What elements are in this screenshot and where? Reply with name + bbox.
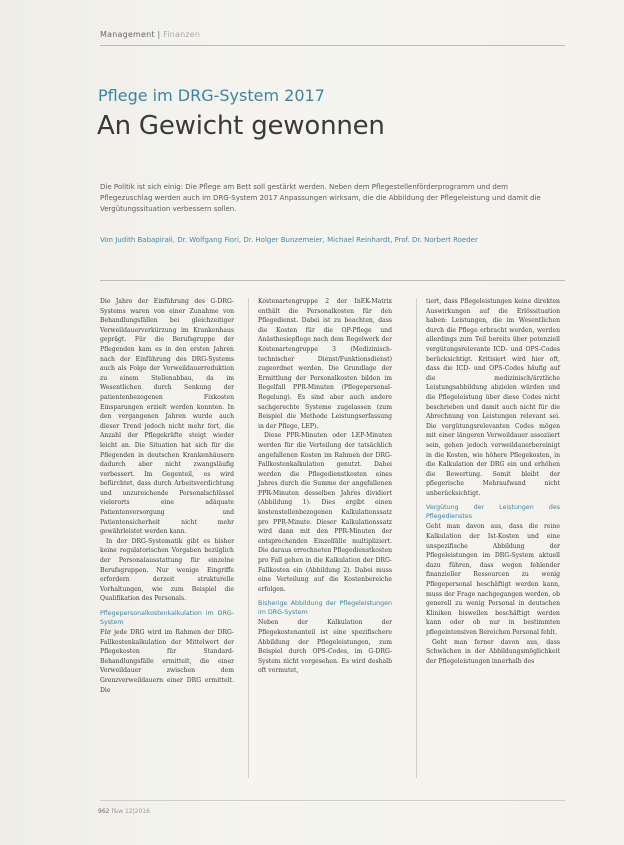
journal-name: f&w 12|2016 — [111, 808, 150, 815]
paragraph: Geht man davon aus, dass die reine Kalkulation der Ist-Kosten und eine unspezifische Abbildung der Pflegeleistungen im DRG-System aktuell dazu führen, dass wegen fehlender finanzieller Ressourcen zu wenig Pflegepersonal beschäftigt werden kann, muss der Frage nachgegangen werden, ob generell zu wenig Personal in deutschen Kliniken bisweilen beschäftigt werden kann oder ob nur in bestimmten pflegeintensiven Bereichen Personal fehlt. — [426, 523, 560, 636]
paragraph: tiert, dass Pflegeleistungen keine direkten Auswirkungen auf die Erlössituation haben: Leistungen, die im Wesentlichen durch die Pflege erbracht werden, werden allerdings zum Teil bereits über potenziell vergütungsrelevante ICD- und OPS-Codes berücksichtigt. Kritisiert wird hier oft, dass die ICD- und OPS-Codes häufig auf die medizinisch/ärztliche Leistungsabbildung abzielen würden und die Pflegeleistung über diese Codes nicht beschrieben und damit auch nicht für die Abrechnung von Leistungen relevant sei. Die vergütungsrelevanten Codes mögen mit einer längeren Verweildauer assoziiert sein, gehen jedoch verweildauerbereinigt in die Kosten, wie höhere Pflegekosten, in die Kalkulation der DRG ein und erhöhen die Bewertung. Somit bleibt der pflegerische Mehraufwand nicht unberücksichtigt. — [426, 298, 560, 497]
column-divider-2 — [416, 298, 417, 778]
body-top-rule — [100, 280, 565, 281]
subheading: Pflegepersonalkostenkalkulation im DRG-System — [100, 610, 234, 626]
paragraph: In der DRG-Systematik gibt es bisher keine regulatorischen Vorgaben bezüglich der Personalausstattung für einzelne Berufsgruppen. Nur wenige Eingriffe erfordern derzeit strukturelle Vorhaltungen, wie zum Beispiel die Qualifikation des Personals. — [100, 537, 234, 603]
page-footer — [98, 808, 150, 815]
section-header: Management | Finanzen — [100, 30, 201, 39]
footer-rule — [100, 800, 565, 801]
subheading: Vergütung der Leistungen des Pflegedienstes — [426, 504, 560, 521]
subheading: Bisherige Abbildung der Pflegeleistungen im DRG-System — [258, 600, 392, 617]
article-authors: Von Judith Babapirali, Dr. Wolfgang Fiori, Dr. Holger Bunzemeier, Michael Reinhardt, Prof. Dr. Norbert Roeder — [100, 236, 478, 244]
article-kicker: Pflege im DRG-System 2017 — [98, 86, 325, 105]
body-column-1 — [100, 297, 234, 695]
column-divider-1 — [248, 298, 249, 778]
article-title: An Gewicht gewonnen — [97, 111, 385, 141]
paragraph: Geht man ferner davon aus, dass Schwächen in der Abbildungsmöglichkeit der Pflegeleistungen innerhalb des — [426, 638, 560, 665]
paragraph: Für jede DRG wird im Rahmen der DRG-Fallkostenkalkulation der Mittelwert der Pflegekosten für Standard-Behandlungsfälle ermittelt, die einer Verweildauer zwischen dem Grenzverweildauern einer DRG ermittelt. Die — [100, 629, 234, 694]
subsection-label: Finanzen — [163, 30, 201, 39]
header-rule — [100, 45, 565, 46]
section-label: Management — [100, 30, 155, 39]
body-column-2 — [258, 297, 392, 676]
page-number: 962 — [98, 808, 110, 815]
paragraph: Kostenartengruppe 2 der InEK-Matrix enthält die Personalkosten für den Pflegedienst. Dabei ist zu beachten, dass die Kosten für die OP-Pflege und Anästhesiepflege nach dem Regelwerk der Kostenartengruppe 3 (Medizinisch-technischer Dienst/Funktionsdienst) zugeordnet werden. Die Grundlage der Ermittlung der Personalkosten bilden im Regelfall PPR-Minuten (Pflegepersonal-Regelung). Es sind aber auch andere sachgerechte Systeme zugelassen (zum Beispiel die Methode Leistungserfassung in der Pflege, LEP). — [258, 298, 392, 430]
article-lead: Die Politik ist sich einig: Die Pflege am Bett soll gestärkt werden. Neben dem Pflegestellenförderprogramm und dem Pflegezuschlag werden auch im DRG-System 2017 Anpassungen wirksam, die die Abbildung der Pflegeleistung und damit die Vergütungssituation verbessern sollen. — [100, 183, 541, 213]
paragraph: Die Jahre der Einführung des G-DRG-Systems waren von einer Zunahme von Behandlungsfällen bei gleichzeitiger Verweildauerverkürzung im Krankenhaus geprägt. Für die Berufsgruppe der Pflegenden kam es in den ersten Jahren nach der Einführung des DRG-Systems auch als Folge der Verweildauerreduktion zu einem Stellenabbau, da im Wesentlichen durch Senkung der patientenbezogenen Fixkosten Einsparungen erzielt werden konnten. In den vergangenen Jahren wurde auch dieser Trend jedoch nicht mehr fort, die Anzahl der Pflegekräfte steigt wieder leicht an. Die Situation hat sich für die Pflegenden in deutschen Krankenhäusern dadurch aber nicht zwangsläufig verbessert. Im Gegenteil, es wird befürchtet, dass durch Arbeitsverdichtung und unzureichende Personalschlüssel vielerorts eine adäquate Patientenversorgung und Patientensicherheit nicht mehr gewährleistet werden kann. — [100, 298, 234, 536]
paragraph: Diese PPR-Minuten oder LEP-Minuten werden für die Verteilung der tatsächlich angefallenen Kosten im Rahmen der DRG-Fallkostenkalkulation genutzt. Dabei werden die Pflegedienstkosten eines Jahres durch die Summe der angefallenen PPR-Minuten desselben Jahres dividiert (Abbildung 1). Dies ergibt einen kostenstellenbezogenen Kalkulationssatz pro PPR-Minute. Dieser Kalkulationssatz wird dann mit den PPR-Minuten der entsprechenden Einzelfälle multipliziert. Die daraus errechneten Pflegedienstkosten pro Fall gehen in die Kalkulation der DRG-Fallkosten ein (Abbildung 2). Dabei muss eine Verteilung auf die Kostenbereiche erfolgen. — [258, 432, 392, 593]
paragraph: Neben der Kalkulation der Pflegekostenanteil ist eine spezifischere Abbildung der Pflegeleistungen, zum Beispiel durch OPS-Codes, im G-DRG-System nicht vorgesehen. Es wird deshalb oft vermutet, — [258, 619, 392, 675]
body-column-3 — [426, 297, 560, 666]
